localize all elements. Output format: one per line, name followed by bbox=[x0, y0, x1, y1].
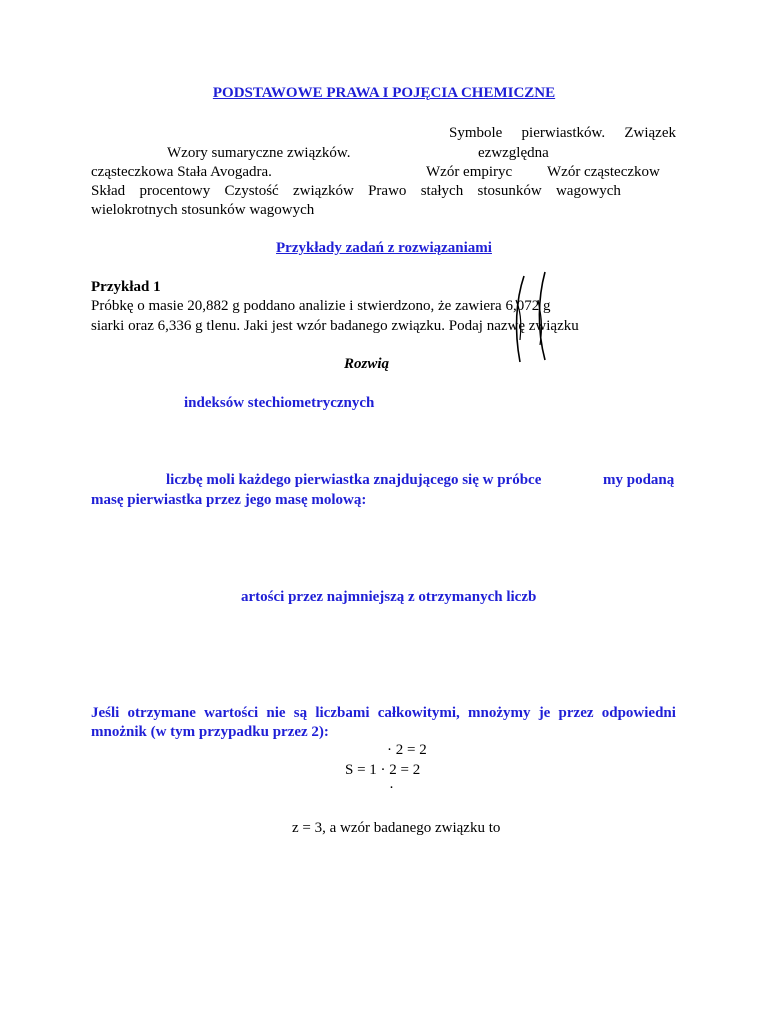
equation-2: S = 1 · 2 = 2 bbox=[345, 762, 421, 778]
step-word: całkowitymi, bbox=[377, 705, 460, 721]
example-heading: Przykład 1 bbox=[91, 279, 161, 295]
step-word: wartości bbox=[204, 705, 259, 721]
step-word: mnożymy bbox=[467, 705, 531, 721]
intro-word: Związek bbox=[624, 125, 676, 141]
step-word: je bbox=[538, 705, 551, 721]
intro-word: stałych bbox=[420, 183, 464, 199]
intro-word: procentowy bbox=[139, 183, 211, 199]
step-word: Jeśli bbox=[91, 705, 120, 721]
step-divide: artości przez najmniejszą z otrzymanych liczb bbox=[241, 589, 537, 605]
intro-word: Symbole bbox=[449, 125, 503, 141]
equation-1: · 2 = 2 bbox=[387, 742, 427, 758]
step-moles-a: liczbę moli każdego pierwiastka znajdującego się w próbce bbox=[166, 472, 542, 488]
step-moles-c: masę pierwiastka przez jego masę molową: bbox=[91, 492, 367, 508]
step-multiply-line-2: mnożnik (w tym przypadku przez 2): bbox=[91, 724, 329, 740]
intro-word: wagowych bbox=[555, 183, 621, 199]
intro-line-3b: Wzór empiryc bbox=[426, 164, 513, 180]
solution-heading: Rozwią bbox=[344, 356, 390, 372]
examples-heading: Przykłady zadań z rozwiązaniami bbox=[276, 240, 492, 256]
page-title: PODSTAWOWE PRAWA I POJĘCIA CHEMICZNE bbox=[212, 85, 556, 101]
intro-word: pierwiastków. bbox=[521, 125, 606, 141]
intro-word: związków bbox=[293, 183, 354, 199]
example-line-1: Próbkę o masie 20,882 g poddano analizie i stwierdzono, że zawiera 6,072 g bbox=[91, 298, 551, 314]
final-line: z = 3, a wzór badanego związku to bbox=[292, 820, 501, 836]
step-indices: indeksów stechiometrycznych bbox=[184, 395, 375, 411]
intro-word: Prawo bbox=[368, 183, 407, 199]
step-word: przez bbox=[558, 705, 594, 721]
intro-word: Czystość bbox=[224, 183, 279, 199]
equation-3: · bbox=[389, 780, 394, 796]
step-word: nie bbox=[266, 705, 286, 721]
step-moles-b: my podaną bbox=[603, 472, 675, 488]
intro-word: stosunków bbox=[477, 183, 542, 199]
step-word: odpowiedni bbox=[601, 705, 676, 721]
intro-line-3a: cząsteczkowa Stała Avogadra. bbox=[91, 164, 272, 180]
intro-word: Skład bbox=[91, 183, 126, 199]
intro-line-5: wielokrotnych stosunków wagowych bbox=[91, 202, 315, 218]
step-word: liczbami bbox=[315, 705, 370, 721]
step-word: są bbox=[293, 705, 308, 721]
example-line-2: siarki oraz 6,336 g tlenu. Jaki jest wzór badanego związku. Podaj nazwę związku bbox=[91, 318, 579, 334]
intro-line-2b: ezwzględna bbox=[478, 145, 549, 161]
step-word: otrzymane bbox=[127, 705, 196, 721]
intro-line-3c: Wzór cząsteczkow bbox=[547, 164, 660, 180]
intro-line-2a: Wzory sumaryczne związków. bbox=[167, 145, 351, 161]
